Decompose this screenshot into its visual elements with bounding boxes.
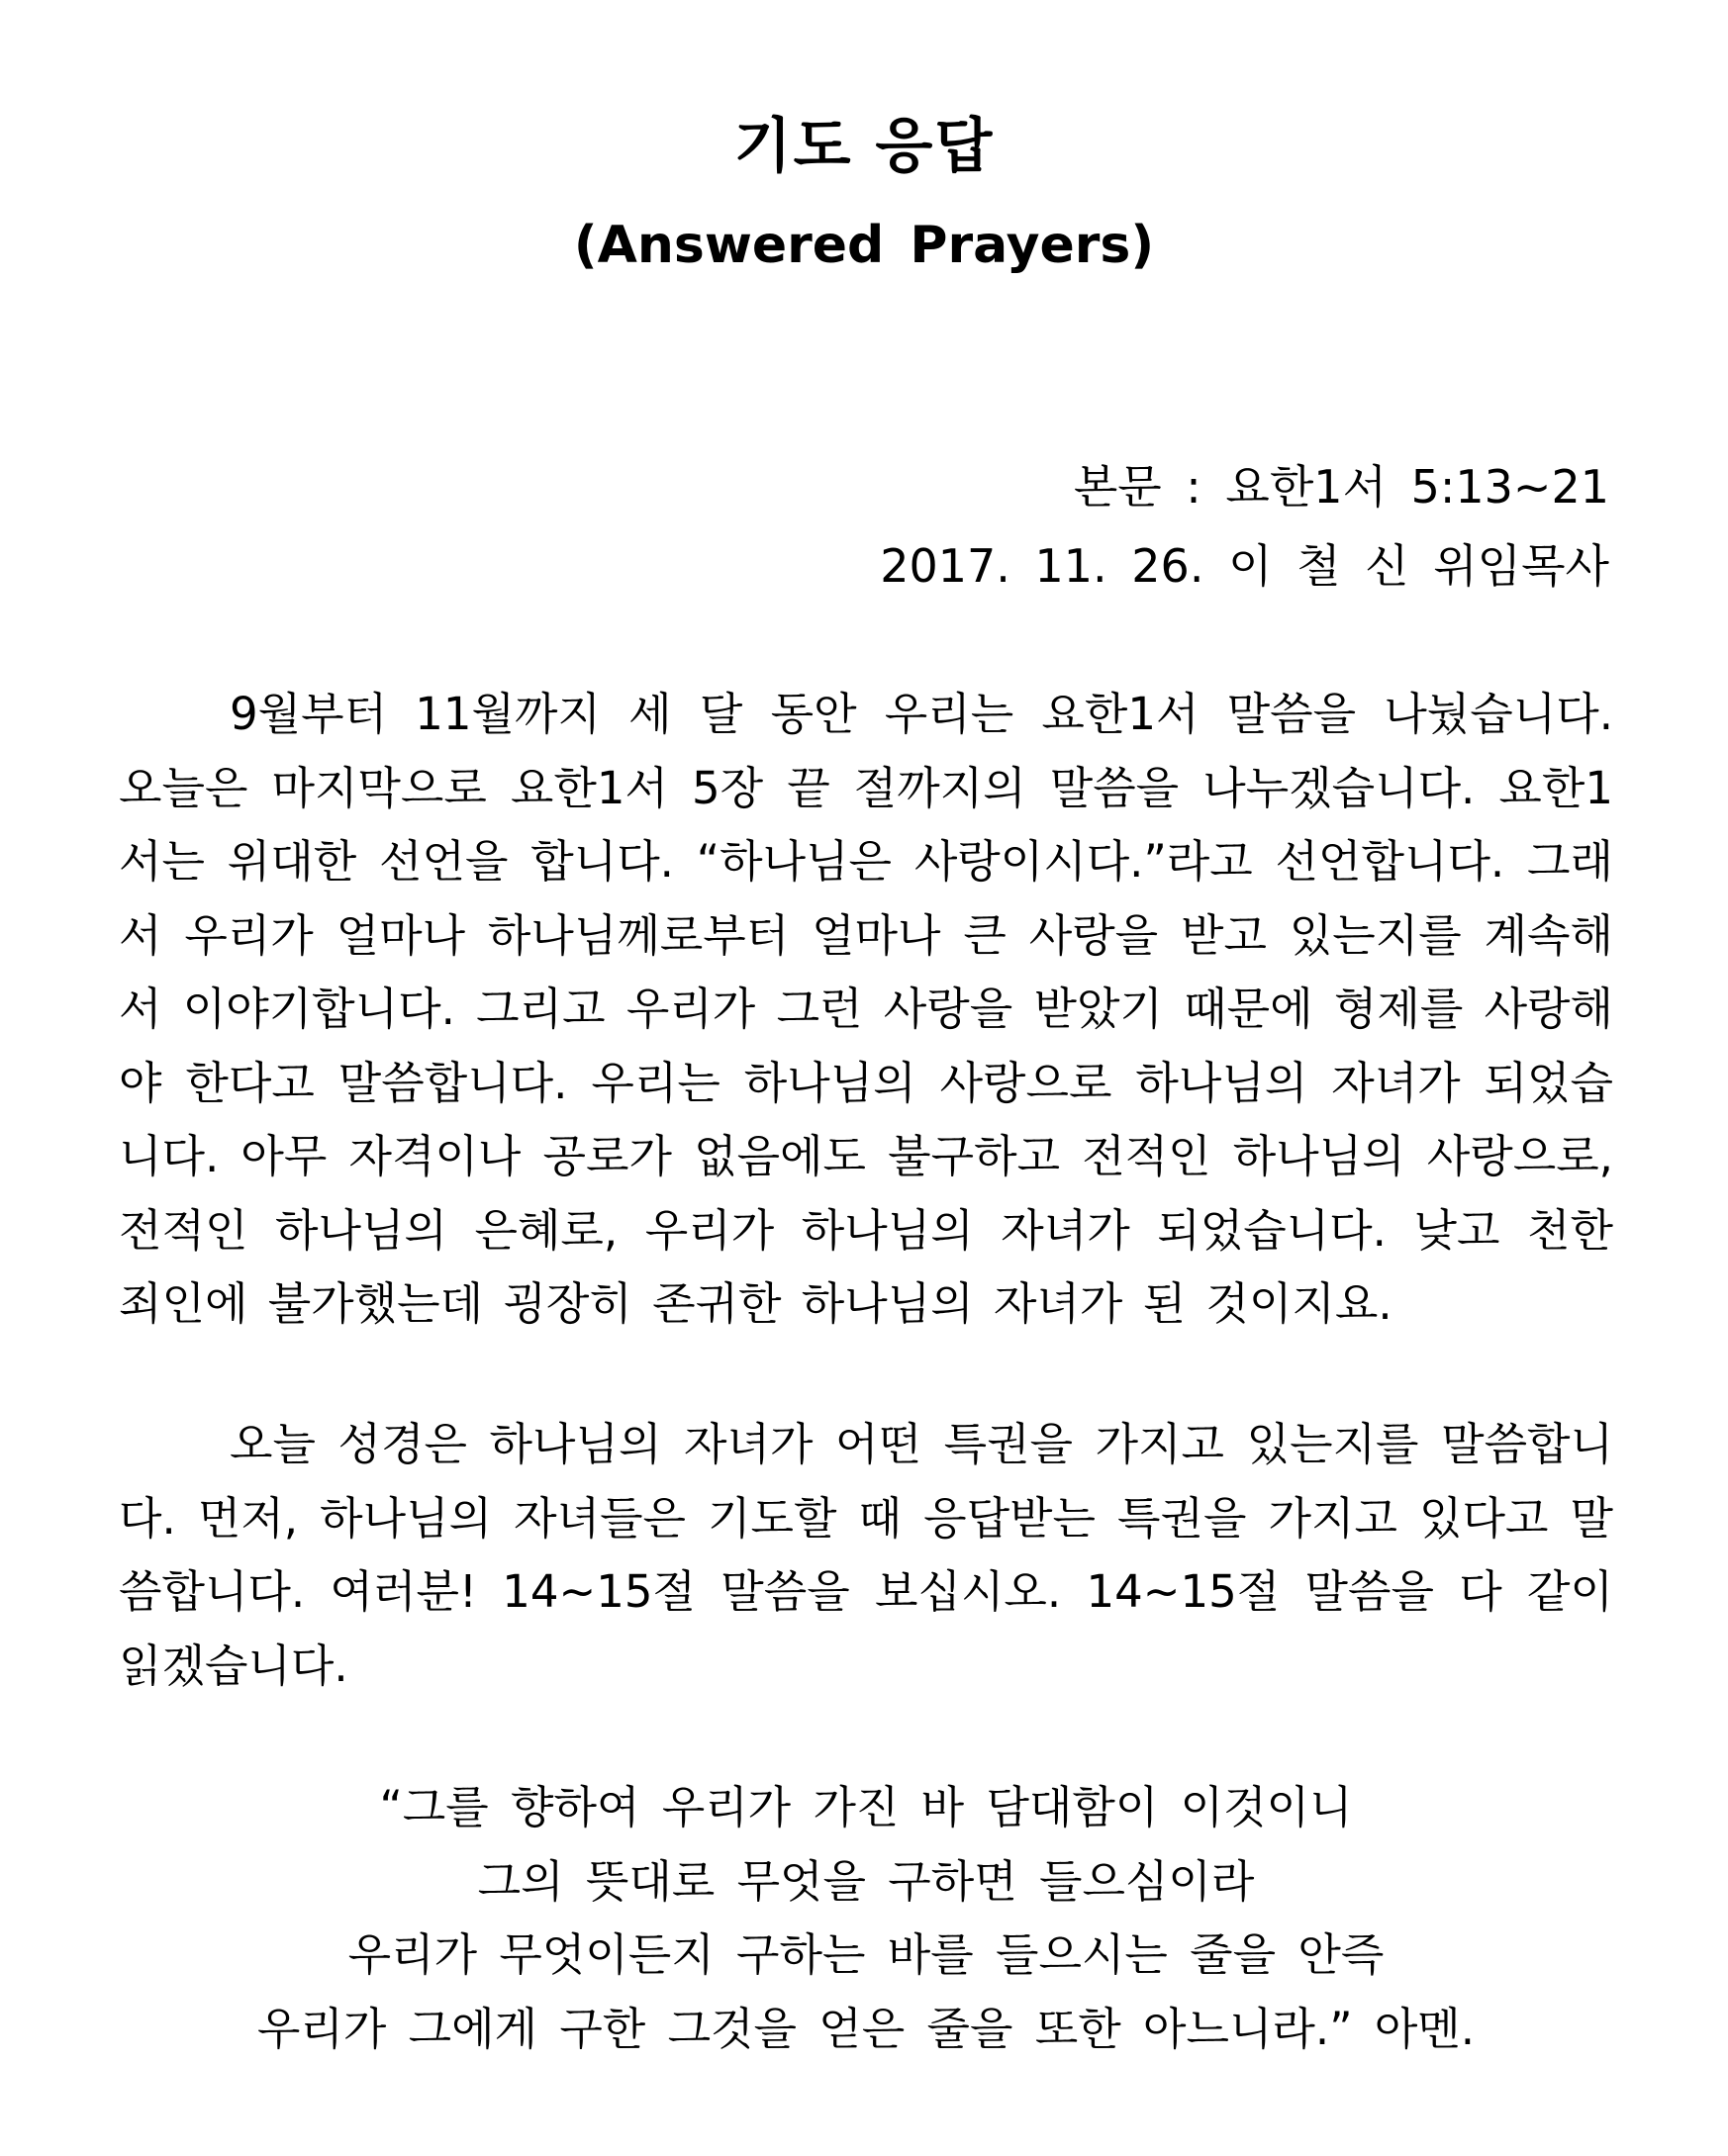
sermon-subtitle: (Answered Prayers) [573, 216, 1155, 275]
verse-line: “그를 향하여 우리가 가진 바 담대함이 이것이니 [379, 1781, 1353, 1833]
date-and-preacher: 2017. 11. 26. 이 철 신 위임목사 [880, 539, 1609, 593]
scripture-reference: 본문 : 요한1서 5:13~21 [1073, 460, 1609, 514]
verse-line: 그의 뜻대로 무엇을 구하면 들으심이라 [477, 1854, 1255, 1908]
paragraph-2: 오늘 성경은 하나님의 자녀가 어떤 특권을 가지고 있는지를 말씀합니다. 먼저, 하나님의 자녀들은 기도할 때 응답받는 특권을 가지고 있다고 말씀합니다. 여러분! 14~15절 말씀을 보십시오. 14~15절 말씀을 다 같이 읽겠습니다. [119, 1418, 1613, 1692]
verse-line: 우리가 무엇이든지 구하는 바를 들으시는 줄을 안즉 [347, 1928, 1385, 1981]
paragraph-1: 9월부터 11월까지 세 달 동안 우리는 요한1서 말씀을 나눴습니다. 오늘은 마지막으로 요한1서 5장 끝 절까지의 말씀을 나누겠습니다. 요한1서는 위대한 선언을 합니다. “하나님은 사랑이시다.”라고 선언합니다. 그래서 우리가 얼마나 하나님께로부터 얼마나 큰 사랑을 받고 있는지를 계속해서 이야기합니다. 그리고 우리가 그런 사랑을 받았기 때문에 형제를 사랑해야 한다고 말씀합니다. 우리는 하나님의 사랑으로 하나님의 자녀가 되었습니다. 아무 자격이나 공로가 없음에도 불구하고 전적인 하나님의 사랑으로, 전적인 하나님의 은혜로, 우리가 하나님의 자녀가 되었습니다. 낮고 천한 죄인에 불가했는데 굉장히 존귀한 하나님의 자녀가 된 것이지요. [119, 688, 1613, 1330]
scripture-quote [119, 1771, 1613, 2066]
sermon-title: 기도 응답 [733, 112, 995, 181]
sermon-meta [880, 447, 1609, 606]
verse-line: 우리가 그에게 구한 그것을 얻은 줄을 또한 아느니라.” 아멘. [256, 2002, 1476, 2055]
